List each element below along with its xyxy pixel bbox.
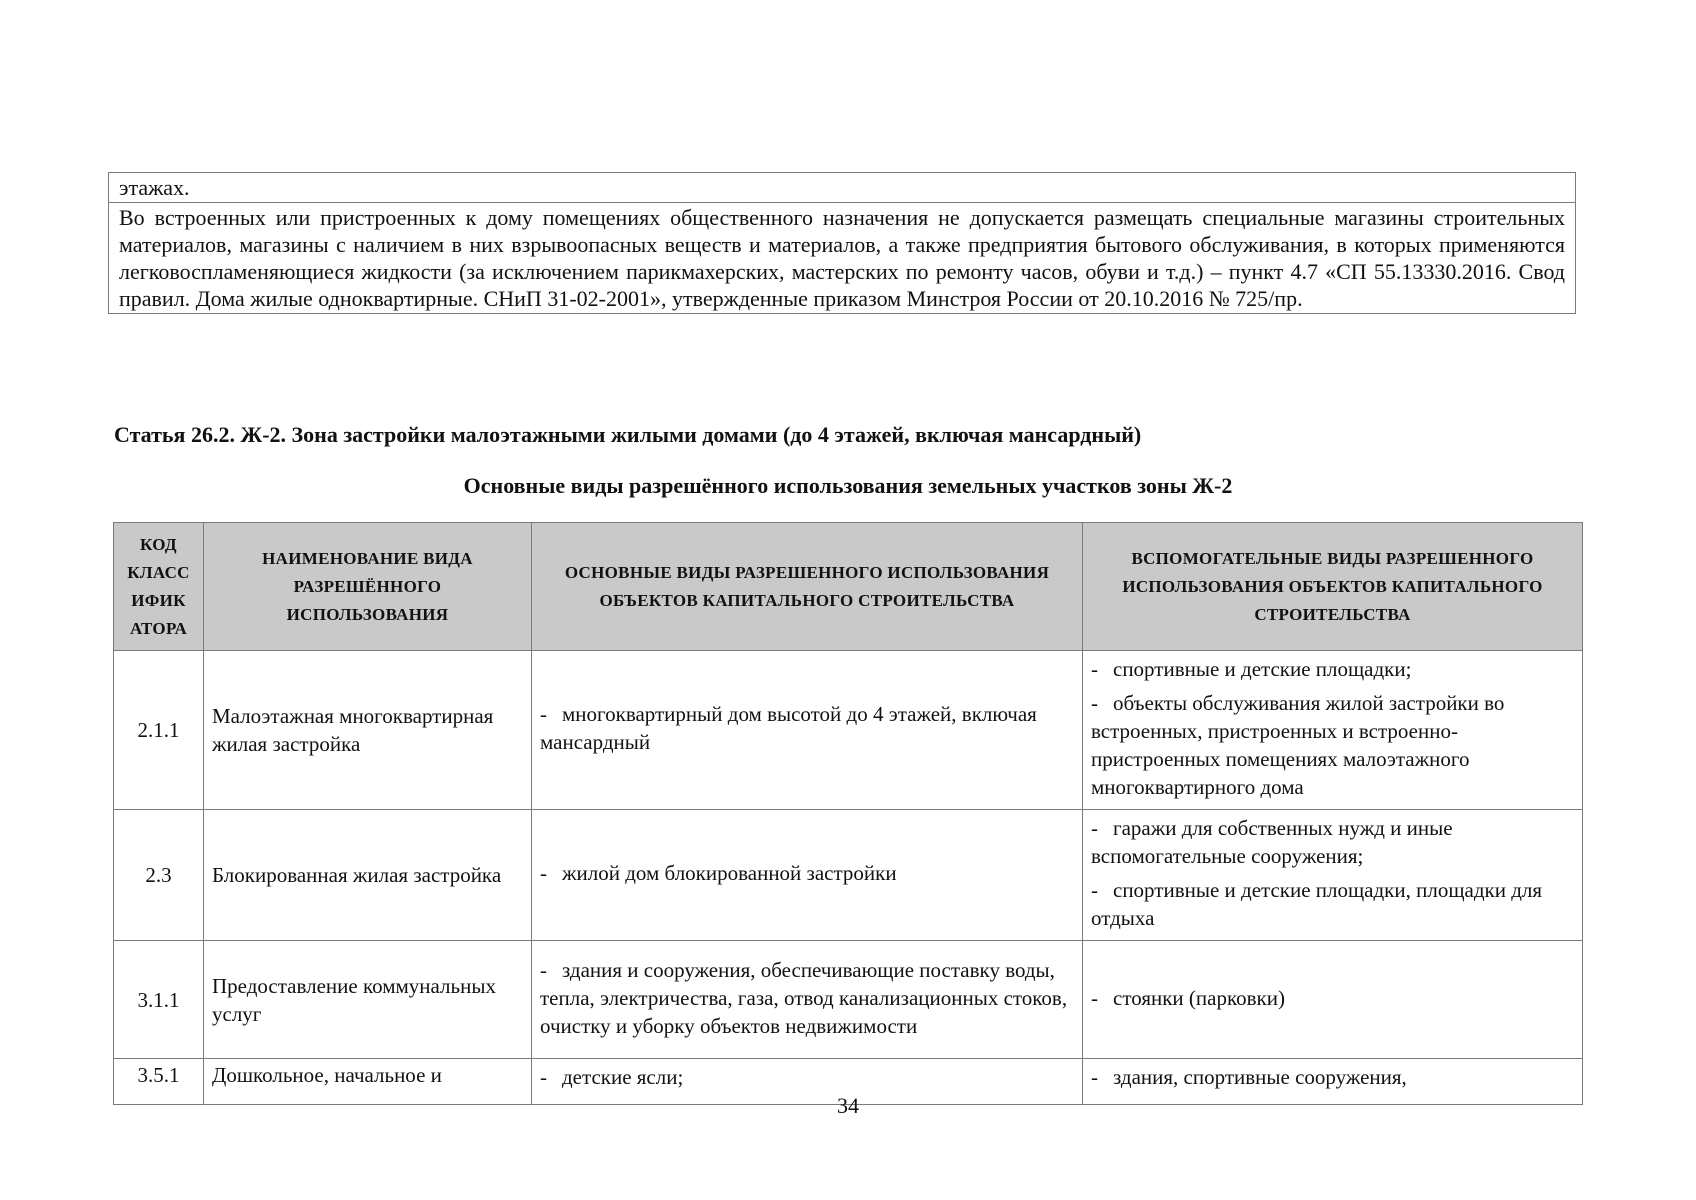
cell-code: 2.3 <box>114 810 204 941</box>
table-row <box>114 810 1583 941</box>
list-item <box>540 859 1074 887</box>
continuation-cell: этажах. <box>109 173 1576 203</box>
cell-code: 3.5.1 <box>114 1059 204 1105</box>
list-item <box>540 956 1074 1040</box>
list-item-text: здания и сооружения, обеспечивающие поставку воды, тепла, электричества, газа, отвод канализационных стоков, очистку и уборку объектов недвижимости <box>540 957 1068 1038</box>
table-row <box>109 173 1576 203</box>
list-item <box>1091 1063 1574 1091</box>
table-body <box>114 651 1583 1105</box>
cell-use-name: Предоставление коммунальных услуг <box>204 941 532 1059</box>
cell-aux-uses <box>1083 941 1583 1059</box>
permitted-use-table <box>113 522 1583 1105</box>
restriction-note-cell: Во встроенных или пристроенных к дому помещениях общественного назначения не допускается размещать специальные магазины строительных материалов, магазины с наличием в них взрывоопасных веществ и материалов, а также предприятия бытового обслуживания, в которых применяются легковоспламеняющиеся жидкости (за исключением парикмахерских, мастерских по ремонту часов, обуви и т.д.) – пункт 4.7 «СП 55.13330.2016. Свод правил. Дома жилые одноквартирные. СНиП 31-02-2001», утвержденные приказом Минстроя России от 20.10.2016 № 725/пр. <box>109 203 1576 314</box>
header-name: НАИМЕНОВАНИЕ ВИДА РАЗРЕШЁННОГО ИСПОЛЬЗОВАНИЯ <box>204 523 532 651</box>
list-item <box>1091 655 1574 683</box>
cell-use-name: Малоэтажная многоквартирная жилая застройка <box>204 651 532 810</box>
cell-code: 3.1.1 <box>114 941 204 1059</box>
dash-bullet: - <box>540 702 547 726</box>
list-item <box>1091 984 1574 1012</box>
dash-bullet: - <box>1091 657 1098 681</box>
table-row <box>114 651 1583 810</box>
cell-main-uses <box>532 651 1083 810</box>
header-aux-uses: ВСПОМОГАТЕЛЬНЫЕ ВИДЫ РАЗРЕШЕННОГО ИСПОЛЬЗОВАНИЯ ОБЪЕКТОВ КАПИТАЛЬНОГО СТРОИТЕЛЬСТВА <box>1083 523 1583 651</box>
dash-bullet: - <box>1091 985 1098 1010</box>
article-title: Статья 26.2. Ж-2. Зона застройки малоэтажными жилыми домами (до 4 этажей, включая мансардный) <box>114 422 1142 447</box>
cell-main-uses <box>532 941 1083 1059</box>
list-item-text: гаражи для собственных нужд и иные вспомогательные сооружения; <box>1091 816 1453 868</box>
dash-bullet: - <box>1091 878 1098 902</box>
list-item <box>1091 876 1574 932</box>
dash-bullet: - <box>1091 1065 1098 1089</box>
list-item-text: многоквартирный дом высотой до 4 этажей, включая мансардный <box>540 702 1037 754</box>
list-item <box>540 1063 1074 1091</box>
cell-code: 2.1.1 <box>114 651 204 810</box>
header-code: КОД КЛАСС ИФИК АТОРА <box>114 523 204 651</box>
cell-use-name: Дошкольное, начальное и <box>204 1059 532 1105</box>
list-item-text: детские ясли; <box>562 1065 684 1089</box>
cell-aux-uses <box>1083 810 1583 941</box>
table-row <box>114 941 1583 1059</box>
dash-bullet: - <box>540 861 547 885</box>
list-item-text: спортивные и детские площадки; <box>1113 657 1412 681</box>
list-item-text: здания, спортивные сооружения, <box>1113 1065 1407 1089</box>
list-item-text: объекты обслуживания жилой застройки во встроенных, пристроенных и встроенно-пристроенных помещениях малоэтажного многоквартирного дома <box>1091 691 1505 799</box>
dash-bullet: - <box>1091 816 1098 840</box>
header-main-uses: ОСНОВНЫЕ ВИДЫ РАЗРЕШЕННОГО ИСПОЛЬЗОВАНИЯ ОБЪЕКТОВ КАПИТАЛЬНОГО СТРОИТЕЛЬСТВА <box>532 523 1083 651</box>
table-row <box>109 203 1576 314</box>
table-header-row <box>114 523 1583 651</box>
list-item-text: спортивные и детские площадки, площадки для отдыха <box>1091 878 1543 930</box>
dash-bullet: - <box>540 1065 547 1089</box>
continuation-table <box>108 172 1576 314</box>
list-item <box>1091 689 1574 801</box>
page-number: 34 <box>837 1093 859 1118</box>
list-item <box>540 700 1074 756</box>
list-item-text: жилой дом блокированной застройки <box>562 861 897 885</box>
dash-bullet: - <box>540 957 547 982</box>
dash-bullet: - <box>1091 691 1098 715</box>
section-title: Основные виды разрешённого использования земельных участков зоны Ж-2 <box>463 473 1233 498</box>
list-item <box>1091 814 1574 870</box>
cell-main-uses <box>532 810 1083 941</box>
cell-aux-uses <box>1083 651 1583 810</box>
list-item-text: стоянки (парковки) <box>1113 985 1285 1010</box>
cell-use-name: Блокированная жилая застройка <box>204 810 532 941</box>
